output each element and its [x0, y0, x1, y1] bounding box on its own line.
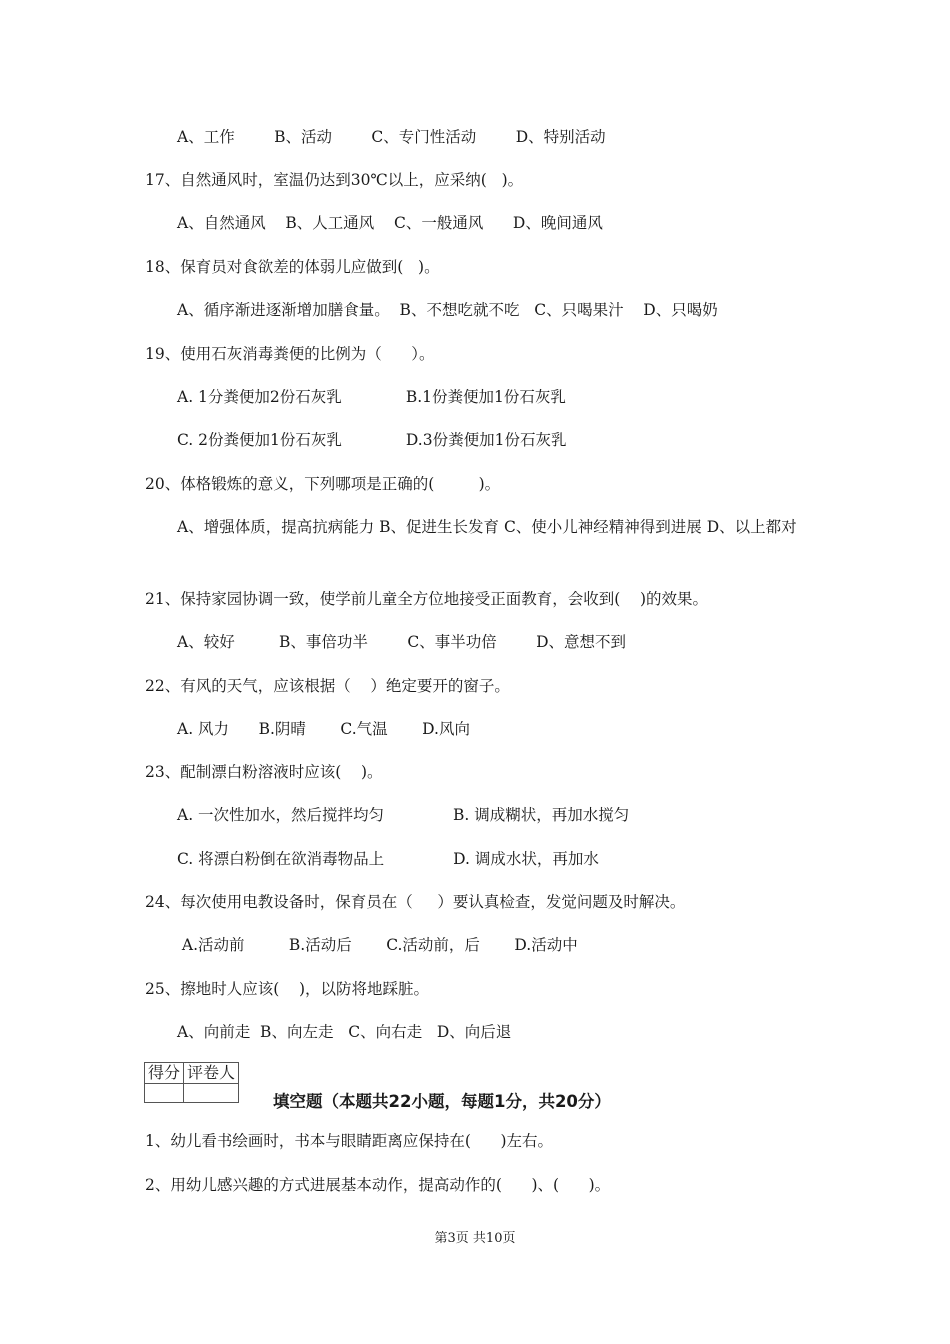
question-25: 25、擦地时人应该( )，以防将地踩脏。	[145, 980, 430, 998]
fill-question-1: 1、幼儿看书绘画时，书本与眼睛距离应保持在( )左右。	[145, 1132, 554, 1150]
score-table	[144, 1062, 239, 1103]
question-22: 22、有风的天气，应该根据（ ）绝定要开的窗子。	[145, 677, 510, 695]
q23-options-row-1: A. 一次性加水，然后搅拌均匀 B. 调成糊状，再加水搅匀	[177, 806, 630, 824]
grader-cell[interactable]	[184, 1084, 239, 1103]
section-title: 填空题（本题共22小题，每题1分，共20分）	[273, 1092, 611, 1111]
q20-options: A、增强体质，提高抗病能力 B、促进生长发育 C、使小儿神经精神得到进展 D、以上都对	[177, 518, 797, 536]
page-footer: 第3页 共10页	[434, 1231, 516, 1246]
q21-options: A、较好 B、事倍功半 C、事半功倍 D、意想不到	[177, 633, 627, 651]
question-21: 21、保持家园协调一致，使学前儿童全方位地接受正面教育，会收到( )的效果。	[145, 590, 709, 608]
q18-options: A、循序渐进逐渐增加膳食量。 B、不想吃就不吃 C、只喝果汁 D、只喝奶	[177, 301, 718, 319]
q17-options: A、自然通风 B、人工通风 C、一般通风 D、晚间通风	[177, 214, 603, 232]
score-cell[interactable]	[145, 1084, 184, 1103]
q19-options-row-2: C. 2份粪便加1份石灰乳 D.3份粪便加1份石灰乳	[177, 431, 567, 449]
question-23: 23、配制漂白粉溶液时应该( )。	[145, 763, 383, 781]
q16-options: A、工作 B、活动 C、专门性活动 D、特别活动	[177, 128, 606, 146]
question-19: 19、使用石灰消毒粪便的比例为（ ）。	[145, 345, 435, 363]
q25-options: A、向前走 B、向左走 C、向右走 D、向后退	[177, 1023, 512, 1041]
question-18: 18、保育员对食欲差的体弱儿应做到( )。	[145, 258, 440, 276]
q19-options-row-1: A. 1分粪便加2份石灰乳 B.1份粪便加1份石灰乳	[177, 388, 566, 406]
q22-options: A. 风力 B.阴晴 C.气温 D.风向	[177, 720, 470, 738]
question-20: 20、体格锻炼的意义，下列哪项是正确的( )。	[145, 475, 501, 493]
grader-header: 评卷人	[184, 1063, 239, 1084]
score-header: 得分	[145, 1063, 184, 1084]
question-24: 24、每次使用电教设备时，保育员在（ ）要认真检查，发觉问题及时解决。	[145, 893, 686, 911]
q23-options-row-2: C. 将漂白粉倒在欲消毒物品上 D. 调成水状，再加水	[177, 850, 599, 868]
question-17: 17、自然通风时，室温仍达到30℃以上，应采纳( )。	[145, 171, 524, 189]
q24-options: A.活动前 B.活动后 C.活动前，后 D.活动中	[177, 936, 578, 954]
fill-question-2: 2、用幼儿感兴趣的方式进展基本动作，提高动作的( )、( )。	[145, 1176, 611, 1194]
